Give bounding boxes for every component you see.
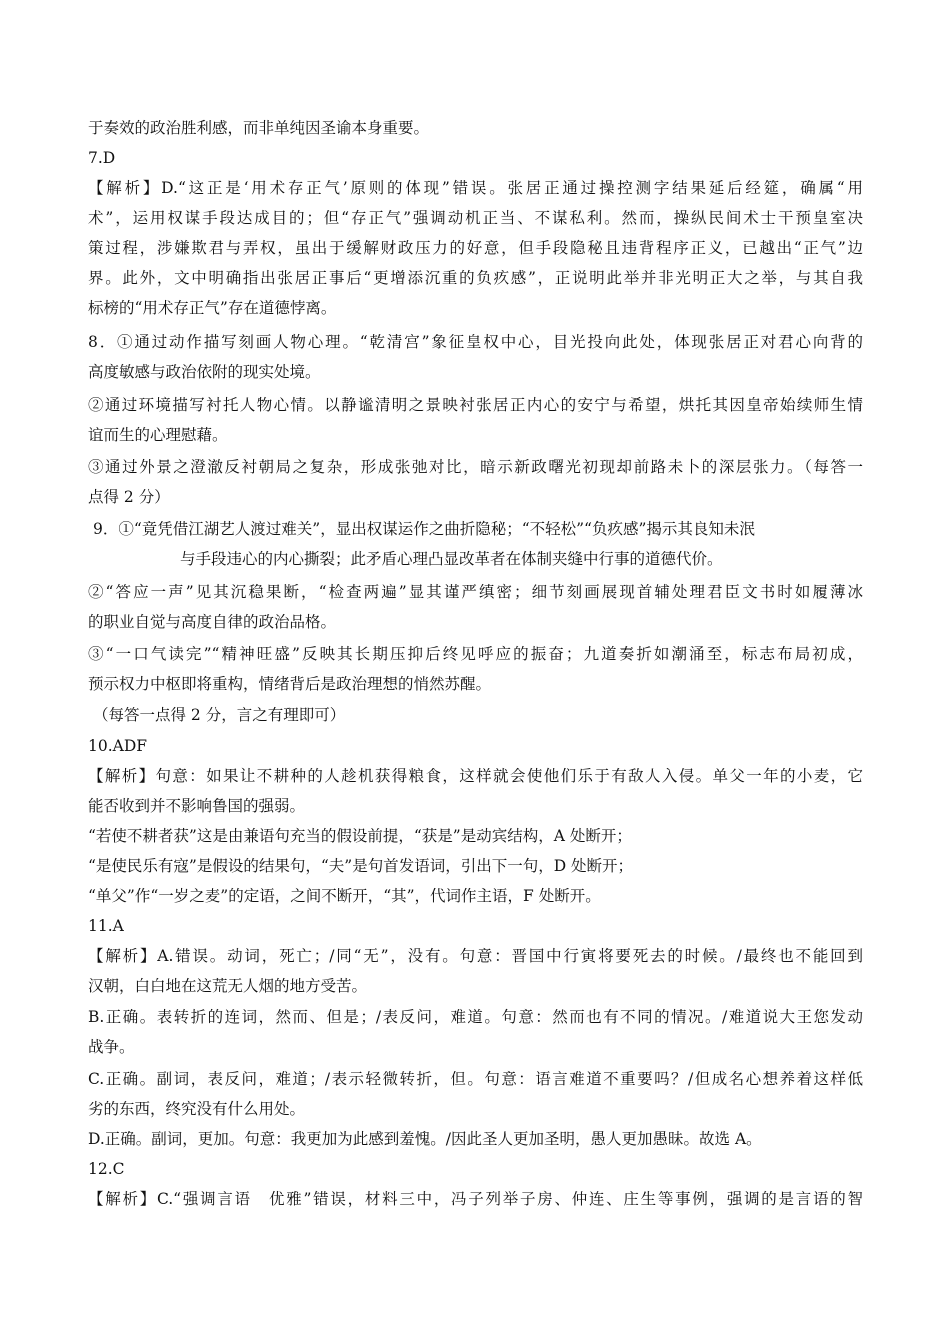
text-line: D.正确。副词，更加。句意：我更加为此感到羞愧。/因此圣人更加圣明，愚人更加愚昧。故选 A。: [88, 1130, 762, 1148]
text-line: 【解析】句意：如果让不耕种的人趁机获得粮食，这样就会使他们乐于有敌人入侵。单父一年的小麦，它: [88, 767, 863, 785]
text-line: 点得 2 分）: [88, 488, 170, 506]
text-line: 【解析】D.“这正是‘用术存正气’原则的体现”错误。张居正通过操控测字结果延后经筵，确属“用: [88, 179, 863, 197]
text-line: 预示权力中枢即将重构，情绪背后是政治理想的悄然苏醒。: [88, 675, 492, 693]
answer-heading: 7.D: [88, 149, 116, 167]
text-line: C.正确。副词，表反问，难道；/表示轻微转折，但。句意：语言难道不重要吗？/但成名心想养着这样低: [88, 1070, 863, 1088]
text-line: 标榜的“用术存正气”存在道德悖离。: [88, 299, 337, 317]
text-line: 8．①通过动作描写刻画人物心理。“乾清宫”象征皇权中心，目光投向此处，体现张居正对君心向背的: [88, 333, 863, 351]
text-line: 汉朝，白白地在这荒无人烟的地方受苦。: [88, 977, 368, 995]
text-line: 劣的东西，终究没有什么用处。: [88, 1100, 306, 1118]
text-line: ③“一口气读完”“精神旺盛”反映其长期压抑后终见呼应的振奋；九道奏折如潮涌至，标志布局初成，: [88, 645, 863, 663]
answer-heading: 11.A: [88, 917, 124, 935]
text-line: 【解析】C.“强调言语 优雅”错误，材料三中，冯子列举子房、仲连、庄生等事例，强调的是言语的智: [88, 1190, 863, 1208]
text-line: “是使民乐有寇”是假设的结果句，“夫”是句首发语词，引出下一句，D 处断开；: [88, 857, 634, 875]
text-line: ③通过外景之澄澈反衬朝局之复杂，形成张弛对比，暗示新政曙光初现却前路未卜的深层张力。（每答一: [88, 458, 863, 476]
text-line: 战争。: [88, 1038, 135, 1056]
text-line: 【解析】A.错误。动词，死亡；/同“无”，没有。句意：晋国中行寅将要死去的时候。/最终也不能回到: [88, 947, 863, 965]
answer-heading: 12.C: [88, 1160, 125, 1178]
text-line: ②通过环境描写衬托人物心情。以静谧清明之景映衬张居正内心的安宁与希望，烘托其因皇帝始续师生情: [88, 396, 863, 414]
text-line: 9．①“竟凭借江湖艺人渡过难关”，显出权谋运作之曲折隐秘；“不轻松”“负疚感”揭示其良知未泯: [93, 520, 755, 538]
text-line: （每答一点得 2 分，言之有理即可）: [93, 706, 346, 724]
text-line: 与手段违心的内心撕裂；此矛盾心理凸显改革者在体制夹缝中行事的道德代价。: [180, 550, 723, 568]
text-line: 的职业自觉与高度自律的政治品格。: [88, 613, 337, 631]
text-line: “若使不耕者获”这是由兼语句充当的假设前提，“获是”是动宾结构，A 处断开；: [88, 827, 632, 845]
text-line: ②“答应一声”见其沉稳果断，“检查两遍”显其谨严缜密；细节刻画展现首辅处理君臣文书时如履薄冰: [88, 583, 863, 601]
text-line: 术”，运用权谋手段达成目的；但“存正气”强调动机正当、不谋私利。然而，操纵民间术士干预皇室决: [88, 209, 863, 227]
text-line: 能否收到并不影响鲁国的强弱。: [88, 797, 306, 815]
answer-heading: 10.ADF: [88, 737, 148, 755]
text-line: “单父”作“一岁之麦”的定语，之间不断开，“其”，代词作主语，F 处断开。: [88, 887, 601, 905]
text-line: B.正确。表转折的连词，然而、但是；/表反问，难道。句意：然而也有不同的情况。/难道说大王您发动: [88, 1008, 863, 1026]
text-line: 谊而生的心理慰藉。: [88, 426, 228, 444]
text-line: 界。此外，文中明确指出张居正事后“更增添沉重的负疚感”，正说明此举并非光明正大之举，与其自我: [88, 269, 863, 287]
text-line: 高度敏感与政治依附的现实处境。: [88, 363, 321, 381]
text-line: 于奏效的政治胜利感，而非单纯因圣谕本身重要。: [88, 119, 430, 137]
text-line: 策过程，涉嫌欺君与弄权，虽出于缓解财政压力的好意，但手段隐秘且违背程序正义，已越出“正气”边: [88, 239, 863, 257]
